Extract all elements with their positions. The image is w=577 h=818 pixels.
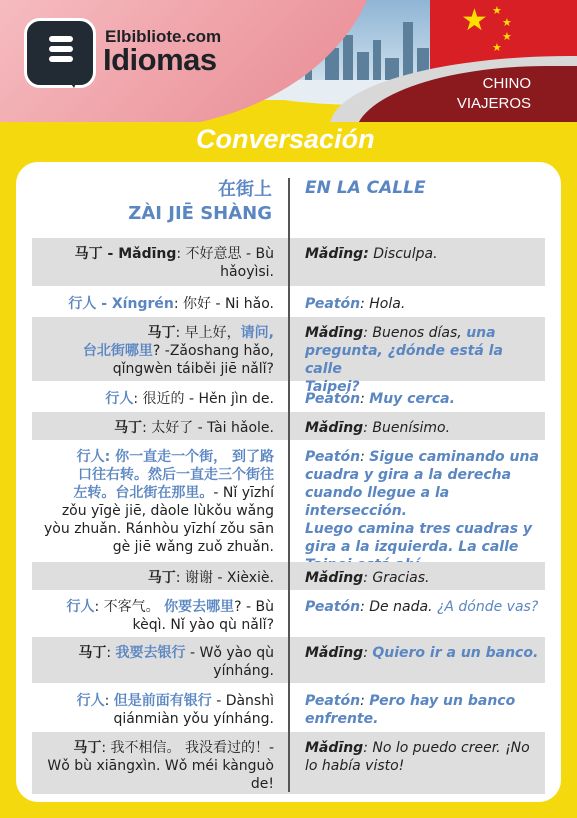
text-segment: 请问,	[240, 325, 274, 341]
text-segment: Peatón	[305, 449, 361, 465]
text-line	[305, 520, 543, 538]
text-segment: ¿A dónde vas?	[436, 599, 539, 615]
text-line	[32, 538, 274, 556]
text-segment: gira a la izquierda. La calle	[305, 539, 519, 555]
text-line	[305, 295, 543, 313]
text-segment: 行人	[105, 391, 134, 407]
text-segment: 马丁	[73, 740, 102, 756]
section-title: Conversación	[196, 124, 375, 154]
text-line	[32, 662, 274, 680]
chinese-line	[32, 739, 274, 793]
text-line	[32, 484, 274, 502]
text-line	[305, 692, 543, 710]
text-line	[32, 342, 274, 360]
spanish-line	[305, 739, 543, 775]
text-segment: pregunta, ¿dónde está la calle	[305, 343, 503, 377]
text-line	[305, 245, 543, 263]
flag-small-star-icon: ★	[502, 30, 512, 43]
text-line	[32, 775, 274, 793]
text-segment: : 很近的 - Hěn jìn de.	[133, 391, 274, 407]
text-segment: Mǎdīng	[305, 740, 364, 756]
text-segment: 马丁	[147, 570, 176, 586]
text-segment: 我要去银行	[115, 645, 186, 661]
text-segment: : Hola.	[360, 296, 406, 312]
spanish-line	[305, 692, 543, 728]
text-segment: - Nǐ yīzhí	[213, 485, 274, 501]
text-line	[32, 419, 274, 437]
chinese-line	[32, 419, 274, 437]
flag-small-star-icon: ★	[502, 16, 512, 29]
text-segment: 马丁	[114, 420, 143, 436]
spanish-line	[305, 569, 543, 587]
text-segment: kèqì. Nǐ yào qù nǎlǐ?	[132, 617, 274, 633]
text-segment: :	[104, 693, 114, 709]
text-segment: Taipei?	[305, 379, 360, 395]
text-segment: 行人 - Xíngrén	[68, 296, 174, 312]
flag-large-star-icon: ★	[461, 3, 488, 38]
logo-icon	[24, 18, 96, 88]
text-segment: Peatón	[305, 599, 361, 615]
text-line	[32, 245, 274, 281]
text-segment: - Dànshì	[211, 693, 274, 709]
heading-chinese	[30, 178, 272, 226]
chinese-line	[32, 448, 274, 556]
chinese-line	[32, 598, 274, 634]
text-segment: : 不好意思 - Bù hǎoyìsi.	[176, 246, 274, 280]
text-segment: : 你好 - Ni hǎo.	[173, 296, 274, 312]
heading-hanzi: 在街上	[218, 179, 272, 200]
text-segment: 口往右转。然后一直走三个街往	[78, 467, 274, 483]
spanish-line	[305, 245, 543, 263]
text-segment: ? - Bù	[234, 599, 274, 615]
text-segment: 马丁 - Mǎdīng	[74, 246, 177, 262]
text-segment: Wǒ bù xiāngxìn. Wǒ méi kànguò	[47, 758, 274, 774]
text-line	[32, 295, 274, 313]
course-level	[457, 74, 531, 114]
logo-site-name: Elbibliote.com	[105, 27, 222, 46]
flag-small-star-icon: ★	[492, 4, 502, 17]
text-segment: Mǎdīng	[305, 420, 364, 436]
text-segment: 行人	[76, 693, 105, 709]
text-segment: Luego camina tres cuadras y	[305, 521, 533, 537]
text-line	[305, 569, 543, 587]
text-line	[305, 538, 543, 556]
text-segment: de!	[250, 776, 274, 792]
text-segment: : 我不相信。 我没看过的！-	[101, 740, 274, 756]
spanish-line	[305, 419, 543, 437]
text-segment: cuadra y gira a la derecha	[305, 467, 512, 483]
text-segment: qǐngwèn táiběi jiē nǎlǐ?	[112, 361, 274, 377]
text-segment: lo había visto!	[305, 758, 405, 774]
text-line	[32, 710, 274, 728]
text-segment: yòu zhuǎn. Ránhòu yīzhí zǒu sān	[44, 521, 274, 537]
text-segment: enfrente.	[305, 711, 379, 727]
text-segment: gè jiē wǎng zuǒ zhuǎn.	[112, 539, 274, 555]
flag-small-star-icon: ★	[492, 41, 502, 54]
text-segment: : Buenos días,	[363, 325, 467, 341]
chinese-line	[32, 295, 274, 313]
text-line	[32, 324, 274, 342]
logo-brand-name: Idiomas	[103, 42, 217, 77]
chinese-line	[32, 324, 274, 378]
text-segment: Peatón	[305, 693, 361, 709]
text-line	[305, 466, 543, 484]
text-segment: :	[360, 693, 370, 709]
chinese-line	[32, 692, 274, 728]
text-segment: 你要去哪里	[164, 599, 235, 615]
spanish-line	[305, 598, 543, 616]
text-line	[305, 342, 543, 378]
text-segment: Pero hay un banco	[369, 693, 516, 709]
text-segment: Peatón	[305, 296, 361, 312]
text-line	[32, 502, 274, 520]
text-segment: Mǎdīng	[305, 570, 364, 586]
text-segment: 马丁	[147, 325, 176, 341]
text-segment: 马丁	[78, 645, 107, 661]
chinese-line	[32, 644, 274, 680]
text-segment: : 早上好，	[175, 325, 241, 341]
text-segment: - Wǒ yào qù	[185, 645, 274, 661]
text-segment: 行人: 你一直走一个街， 到了路	[76, 449, 274, 465]
text-segment: Peatón	[305, 391, 361, 407]
text-segment: Quiero ir a un banco.	[372, 645, 539, 661]
text-segment: : No lo puedo creer. ¡No	[363, 740, 530, 756]
text-line	[305, 324, 543, 342]
heading-spanish: EN LA CALLE	[305, 178, 426, 198]
text-line	[32, 757, 274, 775]
text-segment: Disculpa.	[368, 246, 438, 262]
text-line	[32, 466, 274, 484]
spanish-line	[305, 448, 543, 574]
text-segment: Muy cerca.	[369, 391, 455, 407]
text-segment: cuando llegue a la intersección.	[305, 485, 450, 519]
text-segment: 左转。台北街在那里。	[73, 485, 214, 501]
text-segment: Mǎdīng	[305, 645, 364, 661]
chinese-line	[32, 245, 274, 281]
text-segment: :	[106, 645, 116, 661]
chinese-line	[32, 569, 274, 587]
text-segment: yínháng.	[213, 663, 274, 679]
text-segment: :	[360, 449, 370, 465]
text-line	[305, 484, 543, 520]
text-line	[32, 390, 274, 408]
text-segment: : De nada.	[360, 599, 437, 615]
text-line	[32, 569, 274, 587]
text-line	[305, 390, 543, 408]
text-segment: 但是前面有银行	[113, 693, 212, 709]
text-segment: :	[360, 391, 370, 407]
text-segment: Mǎdīng:	[305, 246, 369, 262]
text-segment: Mǎdīng	[305, 325, 364, 341]
text-segment: : 谢谢 - Xièxiè.	[175, 570, 274, 586]
text-segment: : 不客气。	[94, 599, 165, 615]
text-segment: 台北街哪里	[82, 343, 153, 359]
text-line	[305, 419, 543, 437]
text-segment: Sigue caminando una	[369, 449, 539, 465]
text-line	[305, 757, 543, 775]
course-audience: VIAJEROS	[456, 95, 531, 112]
text-line	[32, 644, 274, 662]
text-segment: : 太好了 - Tài hǎole.	[142, 420, 274, 436]
text-line	[32, 692, 274, 710]
text-line	[32, 616, 274, 634]
spanish-line	[305, 295, 543, 313]
text-line	[305, 710, 543, 728]
text-line	[32, 520, 274, 538]
text-segment: 行人	[66, 599, 95, 615]
text-segment: qiánmiàn yǒu yínháng.	[113, 711, 274, 727]
text-line	[32, 360, 274, 378]
text-line	[32, 739, 274, 757]
text-segment: una	[466, 325, 496, 341]
text-line	[305, 598, 543, 616]
text-line	[305, 448, 543, 466]
text-line	[32, 448, 274, 466]
column-divider	[288, 178, 290, 792]
course-language: CHINO	[482, 75, 531, 92]
text-line	[305, 644, 543, 662]
spanish-line	[305, 644, 543, 662]
text-segment: ? -Zǎoshang hǎo,	[152, 343, 274, 359]
text-line	[305, 739, 543, 757]
heading-pinyin: ZÀI JIĒ SHÀNG	[128, 203, 272, 224]
text-segment: : Gracias.	[363, 570, 430, 586]
header-banner	[0, 0, 577, 122]
text-line	[32, 598, 274, 616]
chinese-line	[32, 390, 274, 408]
text-segment: :	[363, 645, 373, 661]
text-segment: zǒu yīgè jiē, dàole lùkǒu wǎng	[61, 503, 274, 519]
text-segment: : Buenísimo.	[363, 420, 451, 436]
logo-speech-tail	[64, 74, 80, 88]
spanish-line	[305, 390, 543, 408]
